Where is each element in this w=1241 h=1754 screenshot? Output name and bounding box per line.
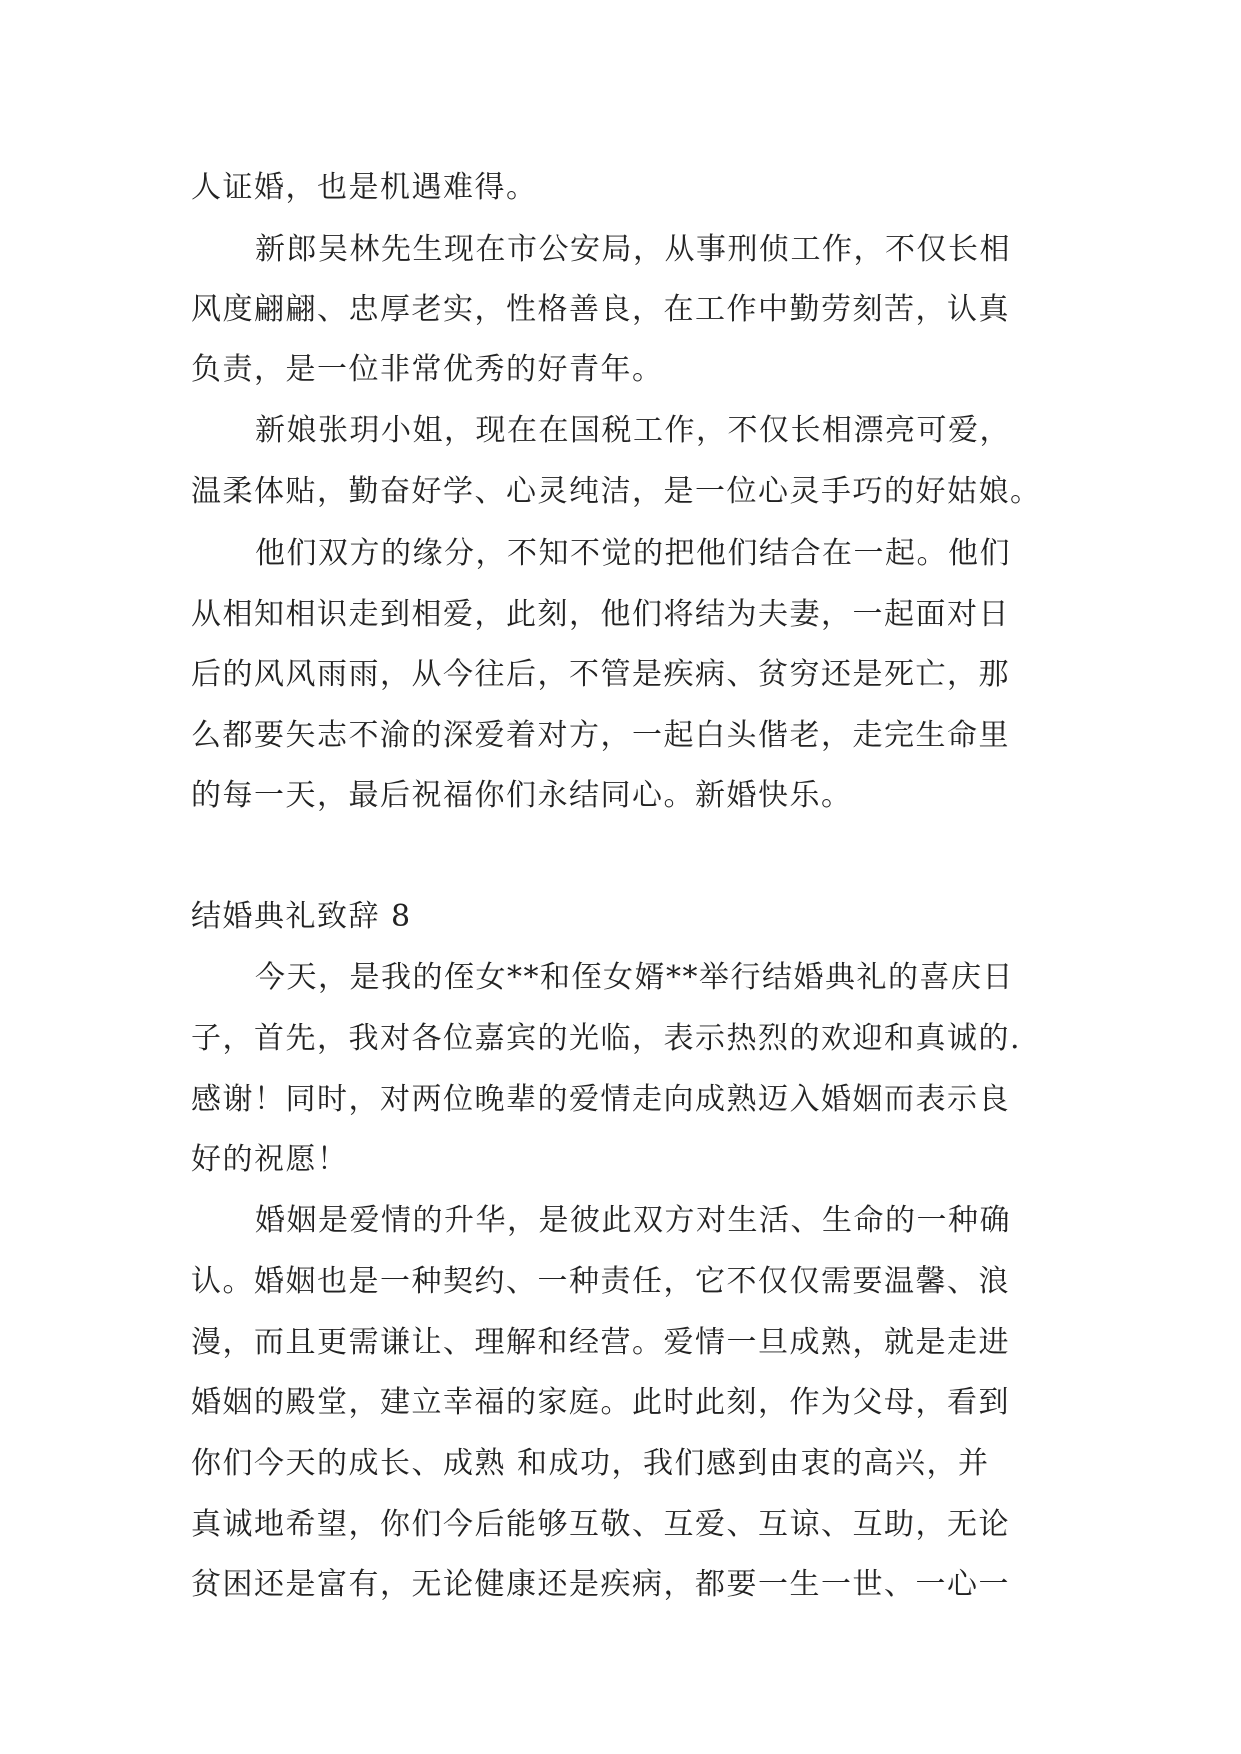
paragraph-1-line-1: 人证婚，也是机遇难得。 (191, 170, 538, 205)
paragraph-6-line-4: 婚姻的殿堂，建立幸福的家庭。此时此刻，作为父母，看到 (191, 1385, 1010, 1420)
paragraph-3-line-2: 温柔体贴，勤奋好学、心灵纯洁，是一位心灵手巧的好姑娘。 (191, 474, 1042, 509)
section-title: 结婚典礼致辞 8 (191, 899, 412, 934)
paragraph-4-line-2: 从相知相识走到相爱，此刻，他们将结为夫妻，一起面对日 (191, 597, 1010, 632)
paragraph-6-line-3: 漫，而且更需谦让、理解和经营。爱情一旦成熟，就是走进 (191, 1325, 1010, 1360)
paragraph-5-line-3: 感谢！同时，对两位晚辈的爱情走向成熟迈入婚姻而表示良 (191, 1082, 1010, 1117)
paragraph-2-line-3: 负责，是一位非常优秀的好青年。 (191, 352, 664, 387)
paragraph-5-line-4: 好的祝愿！ (191, 1142, 349, 1177)
paragraph-6-line-5: 你们今天的成长、成熟 和成功，我们感到由衷的高兴，并 (191, 1446, 990, 1481)
paragraph-2-line-2: 风度翩翩、忠厚老实，性格善良，在工作中勤劳刻苦，认真 (191, 292, 1010, 327)
paragraph-6-line-7: 贫困还是富有，无论健康还是疾病，都要一生一世、一心一 (191, 1567, 1010, 1602)
paragraph-4-line-1: 他们双方的缘分，不知不觉的把他们结合在一起。他们 (255, 536, 1011, 571)
paragraph-4-line-3: 后的风风雨雨，从今往后，不管是疾病、贫穷还是死亡，那 (191, 657, 1010, 692)
paragraph-5-line-1: 今天，是我的侄女**和侄女婿**举行结婚典礼的喜庆日 (255, 960, 1014, 995)
paragraph-4-line-4: 么都要矢志不渝的深爱着对方，一起白头偕老，走完生命里 (191, 718, 1010, 753)
paragraph-6-line-2: 认。婚姻也是一种契约、一种责任，它不仅仅需要温馨、浪 (191, 1264, 1010, 1299)
paragraph-2-line-1: 新郎吴林先生现在市公安局，从事刑侦工作，不仅长相 (255, 232, 1011, 267)
paragraph-6-line-1: 婚姻是爱情的升华，是彼此双方对生活、生命的一种确 (255, 1203, 1011, 1238)
paragraph-4-line-5: 的每一天，最后祝福你们永结同心。新婚快乐。 (191, 778, 853, 813)
paragraph-6-line-6: 真诚地希望，你们今后能够互敬、互爱、互谅、互助，无论 (191, 1507, 1010, 1542)
paragraph-3-line-1: 新娘张玥小姐，现在在国税工作，不仅长相漂亮可爱， (255, 413, 1011, 448)
paragraph-5-line-2: 子，首先，我对各位嘉宾的光临，表示热烈的欢迎和真诚的. (191, 1021, 1022, 1056)
